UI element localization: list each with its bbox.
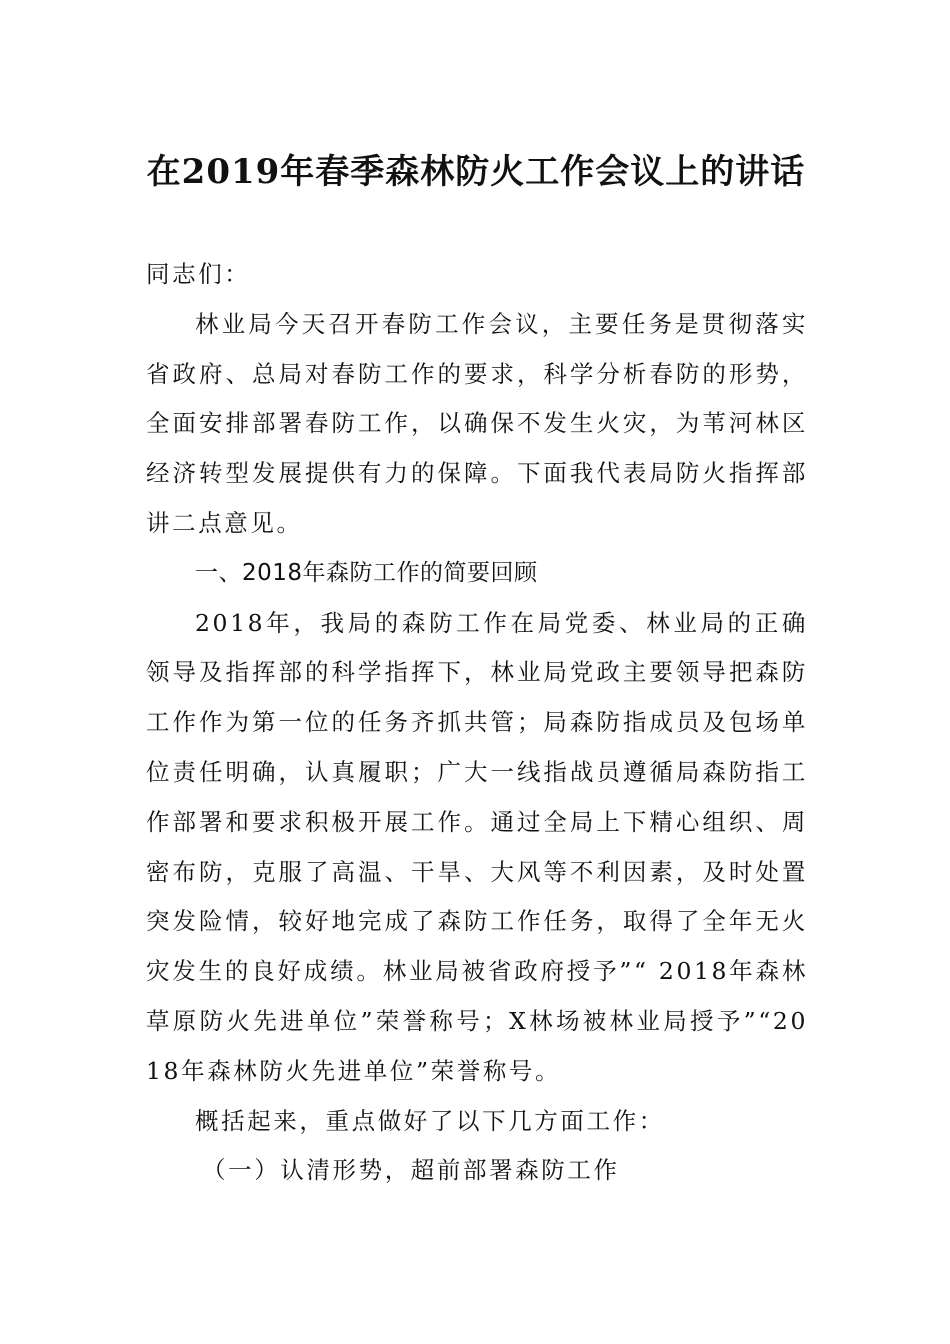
salutation: 同志们：	[146, 260, 251, 288]
document-body	[146, 250, 808, 1196]
paragraph-intro: 林业局今天召开春防工作会议，主要任务是贯彻落实省政府、总局对春防工作的要求，科学分析春防的形势，全面安排部署春防工作，以确保不发生火灾，为苇河林区经济转型发展提供有力的保障。下面我代表局防火指挥部讲二点意见。	[146, 309, 808, 537]
paragraph-summary: 概括起来，重点做好了以下几方面工作：	[195, 1106, 665, 1135]
paragraph-review: 2018年，我局的森防工作在局党委、林业局的正确领导及指挥部的科学指挥下，林业局党政主要领导把森防工作作为第一位的任务齐抓共管；局森防指成员及包场单位责任明确，认真履职；广大一线指战员遵循局森防指工作部署和要求积极开展工作。通过全局上下精心组织、周密布防，克服了高温、干旱、大风等不利因素，及时处置突发险情，较好地完成了森防工作任务，取得了全年无火灾发生的良好成绩。林业局被省政府授予”“ 2018年森林草原防火先进单位”荣誉称号；X林场被林业局授予”“2018年森林防火先进单位”荣誉称号。	[146, 608, 808, 1085]
document-title: 在2019年春季森林防火工作会议上的讲话	[146, 152, 806, 192]
subsection-heading-1: （一）认清形势，超前部署森防工作	[202, 1156, 620, 1185]
section-heading-1: 一、2018年森防工作的简要回顾	[195, 559, 538, 586]
